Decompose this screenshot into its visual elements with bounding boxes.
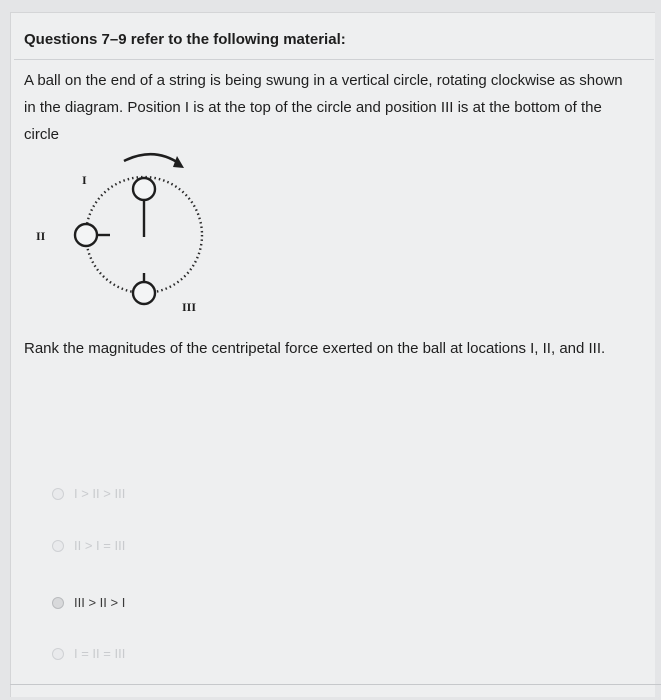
clockwise-arrow xyxy=(124,154,180,164)
ball-bottom xyxy=(133,282,155,304)
label-position-2: II xyxy=(36,229,46,243)
choice-c-label: III > II > I xyxy=(74,595,126,610)
label-position-1: I xyxy=(82,173,87,187)
radio-icon[interactable] xyxy=(52,540,64,552)
bottom-divider xyxy=(10,684,661,685)
circle-diagram xyxy=(30,140,230,330)
radio-icon[interactable] xyxy=(52,488,64,500)
choice-c[interactable] xyxy=(52,595,125,610)
choice-b-label: II > I = III xyxy=(74,538,126,553)
choice-b[interactable] xyxy=(52,538,125,553)
choice-d[interactable] xyxy=(52,646,125,661)
ball-top xyxy=(133,178,155,200)
label-position-3: III xyxy=(182,300,197,314)
choice-d-label: I = II = III xyxy=(74,646,126,661)
heading-divider xyxy=(14,59,654,60)
choice-a-label: I > II > III xyxy=(74,486,126,501)
choice-a[interactable] xyxy=(52,486,125,501)
radio-selected-icon[interactable] xyxy=(52,597,64,609)
radio-icon[interactable] xyxy=(52,648,64,660)
question-stem: A ball on the end of a string is being swung in a vertical circle, rotating clockwise as shown in the diagram. Position I is at the top of the circle and position III is at the bottom of the circle xyxy=(24,72,623,143)
question-heading: Questions 7–9 refer to the following material: xyxy=(24,31,346,48)
question-prompt: Rank the magnitudes of the centripetal force exerted on the ball at locations I, II, and III. xyxy=(24,340,606,357)
ball-left xyxy=(75,224,97,246)
